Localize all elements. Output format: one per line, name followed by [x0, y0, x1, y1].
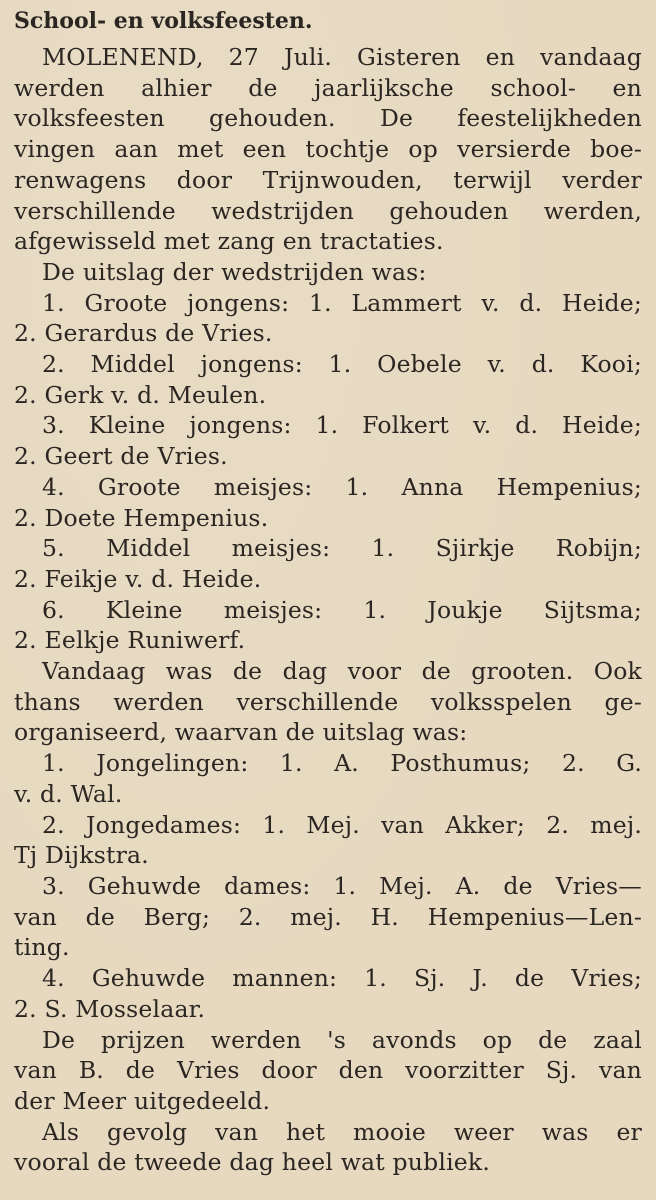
article-line: v. d. Wal. [14, 779, 123, 808]
article-line: 1. Jongelingen: 1. A. Posthumus; 2. G. [42, 749, 642, 778]
article-line: Tj Dijkstra. [14, 841, 149, 870]
article-line: Als gevolg van het mooie weer was er [42, 1117, 642, 1146]
article-line: der Meer uitgedeeld. [14, 1086, 271, 1115]
article-body [14, 42, 642, 1178]
article-line: 2. Doete Hempenius. [14, 503, 269, 532]
article-line: vooral de tweede dag heel wat publiek. [14, 1148, 491, 1177]
article-line: De prijzen werden 's avonds op de zaal [42, 1025, 642, 1054]
article-line: van de Berg; 2. mej. H. Hempenius—Len- [14, 902, 642, 931]
article-line: 1. Groote jongens: 1. Lammert v. d. Heide; [42, 288, 642, 317]
article-line: 3. Gehuwde dames: 1. Mej. A. de Vries— [42, 871, 642, 900]
article-line: ting. [14, 933, 70, 962]
article-line: 2. Gerardus de Vries. [14, 319, 273, 348]
article-line: 2. Jongedames: 1. Mej. van Akker; 2. mej. [42, 810, 642, 839]
article-line: afgewisseld met zang en tractaties. [14, 227, 444, 256]
article-line: 4. Gehuwde mannen: 1. Sj. J. de Vries; [42, 964, 642, 993]
article-line: 2. Geert de Vries. [14, 442, 228, 471]
article-line: 6. Kleine meisjes: 1. Joukje Sijtsma; [42, 595, 642, 624]
article-line: De uitslag der wedstrijden was: [42, 257, 427, 286]
article-line: 4. Groote meisjes: 1. Anna Hempenius; [42, 472, 642, 501]
article-line: 2. Gerk v. d. Meulen. [14, 380, 267, 409]
article-line: 2. Middel jongens: 1. Oebele v. d. Kooi; [42, 350, 642, 379]
article-headline: School- en volksfeesten. [14, 8, 313, 34]
article-line: 2. S. Mosselaar. [14, 994, 206, 1023]
article-line: 5. Middel meisjes: 1. Sjirkje Robijn; [42, 534, 642, 563]
article-line: 2. Feikje v. d. Heide. [14, 564, 262, 593]
article-line: van B. de Vries door den voorzitter Sj. van [14, 1056, 642, 1085]
article-line: renwagens door Trijnwouden, terwijl verder [14, 165, 642, 194]
article-line: vingen aan met een tochtje op versierde boe- [14, 135, 642, 164]
article-line: organiseerd, waarvan de uitslag was: [14, 718, 468, 747]
article-line: 2. Eelkje Runiwerf. [14, 626, 246, 655]
article-line: werden alhier de jaarlijksche school- en [14, 73, 642, 102]
article-line: 3. Kleine jongens: 1. Folkert v. d. Heide; [42, 411, 642, 440]
article-line: MOLENEND, 27 Juli. Gisteren en vandaag [42, 43, 642, 71]
article-line: Vandaag was de dag voor de grooten. Ook [42, 657, 642, 686]
article-line: volksfeesten gehouden. De feestelijkheden [14, 104, 642, 133]
article-line: thans werden verschillende volksspelen ge- [14, 687, 642, 716]
article-line: verschillende wedstrijden gehouden werden, [14, 196, 642, 225]
